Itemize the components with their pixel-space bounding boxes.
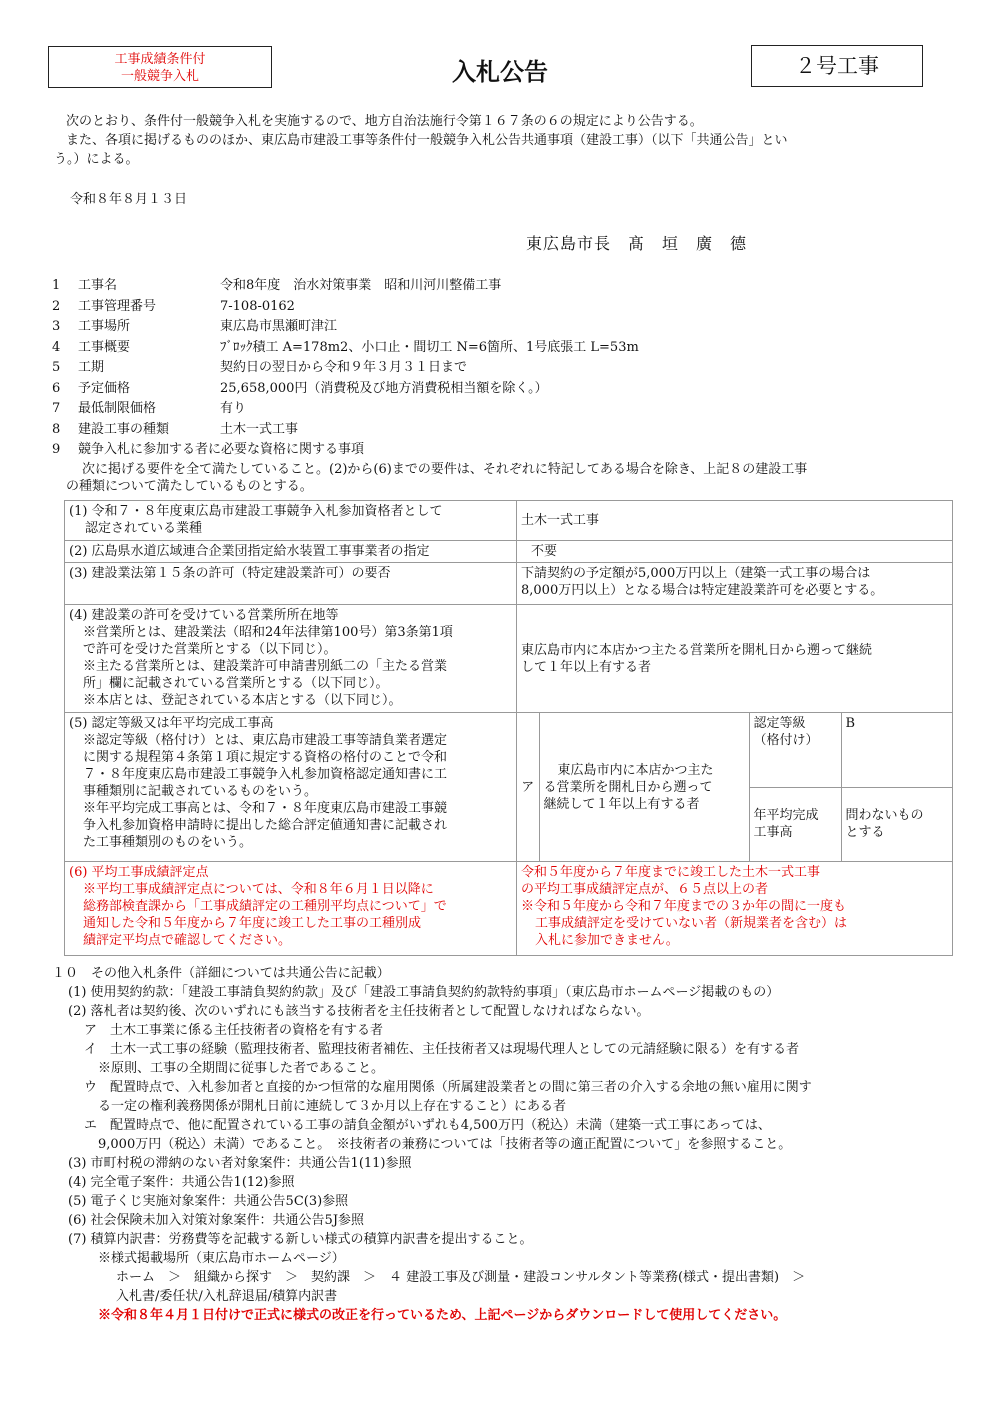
req-4-line: ※本店とは、登記されている本店とする（以下同じ）。 xyxy=(83,693,402,708)
avg-label-line: 年平均完成 xyxy=(753,808,819,824)
item-label: 工事管理番号 xyxy=(78,298,157,314)
other-line: ウ 配置時点で、入札参加者と直接的かつ恒常的な雇用関係（所属建設業者との間に第三者の介入する余地の無い雇用に関す xyxy=(84,1080,812,1095)
item-number: 8 xyxy=(52,421,61,437)
table-cell xyxy=(749,713,841,787)
item-row xyxy=(52,358,952,379)
table-cell xyxy=(517,713,953,862)
requirements-intro-line-2: の種類について満たしているものとする。 xyxy=(66,479,313,494)
table-row xyxy=(65,563,953,605)
other-line: ※原則、工事の全期間に従事した者であること。 xyxy=(98,1061,385,1076)
table-cell xyxy=(65,605,517,713)
item-list xyxy=(52,276,952,461)
requirements-table xyxy=(64,500,953,956)
req-6-line: 総務部検査課から「工事成績評定の工種別平均点について」で xyxy=(83,899,447,914)
req-1-label-line: (1) 令和７・８年度東広島市建設工事競争入札参加資格者として xyxy=(69,504,443,519)
item-label: 工事概要 xyxy=(78,339,131,355)
req-1-label-line: 認定されている業種 xyxy=(85,521,203,536)
req-5-line: ７・８年度東広島市建設工事競争入札参加資格認定通知書に工 xyxy=(83,767,448,782)
item-label: 工期 xyxy=(78,360,105,376)
intro-line-1: 次のとおり、条件付一般競争入札を実施するので、地方自治法施行令第１６７条の６の規定により公告する。 xyxy=(66,114,703,129)
badge-line-1: 工事成績条件付 xyxy=(114,52,206,67)
other-line: ア 土木工事業に係る主任技術者の資格を有する者 xyxy=(84,1023,384,1038)
table-cell xyxy=(517,605,953,713)
grade-label-line: 認定等級 xyxy=(753,716,806,731)
table-cell xyxy=(841,787,952,861)
req-3-label: (3) 建設業法第１５条の許可（特定建設業許可）の要否 xyxy=(65,563,517,605)
grade-subtable xyxy=(517,713,952,861)
req-6-value-line: の平均工事成績評定点が、６５点以上の者 xyxy=(521,882,769,897)
other-line: る一定の権利義務関係が開札日前に連続して３か月以上存在すること）にある者 xyxy=(98,1099,567,1114)
req-4-line: (4) 建設業の許可を受けている営業所所在地等 xyxy=(69,608,339,623)
table-row xyxy=(65,713,953,862)
item-row xyxy=(52,338,952,359)
req-1-value: 土木一式工事 xyxy=(517,501,953,541)
item-label: 予定価格 xyxy=(78,380,131,396)
item-label: 工事場所 xyxy=(78,319,131,335)
mayor-signature: 東広島市長 髙 垣 廣 德 xyxy=(526,234,748,253)
item-row xyxy=(52,379,952,400)
req-5-cond-line: 東広島市内に本店かつ主た xyxy=(557,762,714,778)
item-row xyxy=(52,420,952,441)
item-number: 3 xyxy=(52,319,61,335)
req-6-line: 績評定平均点で確認してください。 xyxy=(83,933,292,948)
table-row xyxy=(517,713,952,787)
other-line: (3) 市町村税の滞納のない者対象案件：共通公告1(11)参照 xyxy=(68,1156,412,1171)
other-line: (4) 完全電子案件：共通公告1(12)参照 xyxy=(68,1175,295,1190)
req-5-line: (5) 認定等級又は年平均完成工事高 xyxy=(69,716,274,731)
other-line: 9,000万円（税込）未満）であること。 ※技術者の兼務については「技術者等の適正配置について」を参照すること。 xyxy=(98,1137,792,1152)
req-5-line: 争入札参加資格申請時に提出した総合評定値通知書に記載され xyxy=(83,818,448,833)
item-label: 最低制限価格 xyxy=(78,401,157,417)
item-label: 競争入札に参加する者に必要な資格に関する事項 xyxy=(78,442,365,458)
other-line: (6) 社会保険未加入対策対象案件：共通公告5J参照 xyxy=(68,1213,365,1228)
req-6-value-line: 入札に参加できません。 xyxy=(535,933,679,948)
item-number: 2 xyxy=(52,298,61,314)
table-cell xyxy=(65,501,517,541)
requirements-intro-line-1: 次に掲げる要件を全て満たしていること。(2)から(6)までの要件は、それぞれに特記してある場合を除き、上記８の建設工事 xyxy=(82,462,808,477)
work-number-badge: ２号工事 xyxy=(751,45,923,87)
avg-value-line: とする xyxy=(845,825,885,841)
item-value: 東広島市黒瀬町津江 xyxy=(220,319,338,335)
req-6-line: (6) 平均工事成績評定点 xyxy=(69,865,209,880)
other-conditions xyxy=(52,964,952,1325)
item-value: 7-108-0162 xyxy=(220,298,295,314)
other-line: (2) 落札者は契約後、次のいずれにも該当する技術者を主任技術者として配置しなければならない。 xyxy=(68,1004,650,1019)
item-value: ﾌﾞﾛｯｸ積工 A=178m2、小口止・間切工 N=6箇所、1号底張工 L=53m xyxy=(220,339,639,355)
item-number: 9 xyxy=(52,442,61,458)
other-line: (1) 使用契約約款：「建設工事請負契約約款」及び「建設工事請負契約約款特約事項」（東広島市ホームページ掲載のもの） xyxy=(68,985,780,1000)
req-2-label: (2) 広島県水道広域連合企業団指定給水装置工事事業者の指定 xyxy=(65,541,517,563)
req-5-line: ※年平均完成工事高とは、令和７・８年度東広島市建設工事競 xyxy=(83,801,448,816)
req-5-a: ア xyxy=(517,713,539,861)
item-row xyxy=(52,317,952,338)
item-value: 令和8年度 治水対策事業 昭和川河川整備工事 xyxy=(220,278,502,294)
table-cell xyxy=(517,862,953,956)
item-row xyxy=(52,399,952,420)
other-line: (7) 積算内訳書：労務費等を記載する新しい様式の積算内訳書を提出すること。 xyxy=(68,1232,533,1247)
table-cell xyxy=(65,713,517,862)
avg-value-line: 問わないもの xyxy=(845,808,924,824)
req-2-value: 不要 xyxy=(517,541,953,563)
req-6-value-line: 工事成績評定を受けていない者（新規業者を含む）は xyxy=(535,916,848,931)
table-row xyxy=(65,501,953,541)
req-6-value-line: 令和５年度から７年度までに竣工した土木一式工事 xyxy=(521,865,821,880)
req-3-value-line: 下請契約の予定額が5,000万円以上（建築一式工事の場合は xyxy=(521,566,871,581)
req-4-value-line: して１年以上有する者 xyxy=(521,659,652,675)
other-line: (5) 電子くじ実施対象案件：共通公告5C(3)参照 xyxy=(68,1194,349,1209)
item-number: 6 xyxy=(52,380,61,396)
item-value: 有り xyxy=(220,401,247,417)
intro-line-3: う。）による。 xyxy=(54,152,139,167)
item-row xyxy=(52,440,952,461)
req-4-value-line: 東広島市内に本店かつ主たる営業所を開札日から遡って継続 xyxy=(521,642,873,658)
table-row xyxy=(65,605,953,713)
req-4-line: ※営業所とは、建設業法（昭和24年法律第100号）第3条第1項 xyxy=(83,625,453,640)
intro-text xyxy=(54,112,950,169)
intro-line-2: また、各項に掲げるもののほか、東広島市建設工事等条件付一般競争入札公告共通事項（建設工事）（以下「共通公告」とい xyxy=(66,133,788,148)
page-title: 入札公告 xyxy=(452,58,548,86)
announcement-date: 令和８年８月１３日 xyxy=(70,192,188,207)
req-4-line: 所」欄に記載されている営業所とする（以下同じ）。 xyxy=(83,676,389,691)
other-heading: １０ その他入札条件（詳細については共通公告に記載） xyxy=(52,966,390,981)
badge-line-2: 一般競争入札 xyxy=(120,69,199,84)
table-cell xyxy=(749,787,841,861)
req-6-value-line: ※令和５年度から令和７年度までの３か年の間に一度も xyxy=(521,899,847,914)
item-number: 4 xyxy=(52,339,61,355)
req-6-line: ※平均工事成績評定点については、令和８年６月１日以降に xyxy=(83,882,434,897)
other-line: 入札書/委任状/入札辞退届/積算内訳書 xyxy=(116,1289,338,1304)
item-label: 工事名 xyxy=(78,278,118,294)
table-row xyxy=(65,862,953,956)
grade-label-line: （格付け） xyxy=(753,733,819,748)
other-line: ※様式掲載場所（東広島市ホームページ） xyxy=(98,1251,345,1266)
item-row xyxy=(52,297,952,318)
req-5-cond-line: る営業所を開札日から遡って xyxy=(543,779,713,795)
table-cell xyxy=(65,862,517,956)
req-5-line: た工事種類別のものをいう。 xyxy=(83,835,253,850)
other-line: イ 土木一式工事の経験（監理技術者、監理技術者補佐、主任技術者又は現場代理人としての元請経験に限る）を有する者 xyxy=(84,1042,800,1057)
other-line: ※令和８年４月１日付けで正式に様式の改正を行っているため、上記ページからダウンロードして使用してください。 xyxy=(98,1308,787,1323)
item-value: 25,658,000円（消費税及び地方消費税相当額を除く。） xyxy=(220,380,548,396)
item-number: 1 xyxy=(52,278,61,294)
item-label: 建設工事の種類 xyxy=(78,421,170,437)
other-line: ホーム ＞ 組織から探す ＞ 契約課 ＞ ４ 建設工事及び測量・建設コンサルタント等業務(様式・提出書類) ＞ xyxy=(116,1270,806,1285)
requirements-intro xyxy=(66,461,946,495)
req-6-line: 通知した令和５年度から７年度に竣工した工事の工種別成 xyxy=(83,916,422,931)
req-5-line: に関する規程第４条第１項に規定する資格の格付のことで令和 xyxy=(83,750,448,765)
avg-label-line: 工事高 xyxy=(753,825,793,841)
item-row xyxy=(52,276,952,297)
grade-value: B xyxy=(841,713,952,787)
req-5-line: 事種類別に記載されているものをいう。 xyxy=(83,784,318,799)
req-5-line: ※認定等級（格付け）とは、東広島市建設工事等請負業者選定 xyxy=(83,733,448,748)
item-value: 契約日の翌日から令和９年３月３１日まで xyxy=(220,360,468,376)
item-value: 土木一式工事 xyxy=(220,421,299,437)
table-cell xyxy=(539,713,749,861)
req-5-cond-line: 継続して１年以上有する者 xyxy=(543,796,700,812)
req-4-line: で許可を受けた営業所とする（以下同じ）。 xyxy=(83,642,337,657)
item-number: 5 xyxy=(52,360,61,376)
table-cell xyxy=(517,563,953,605)
other-line: エ 配置時点で、他に配置されている工事の請負金額がいずれも4,500万円（税込）未満（建築一式工事にあっては、 xyxy=(84,1118,771,1133)
req-3-value-line: 8,000万円以上）となる場合は特定建設業許可を必要とする。 xyxy=(521,583,884,598)
table-row xyxy=(65,541,953,563)
item-number: 7 xyxy=(52,401,61,417)
req-4-line: ※主たる営業所とは、建設業許可申請書別紙二の「主たる営業 xyxy=(83,659,448,674)
